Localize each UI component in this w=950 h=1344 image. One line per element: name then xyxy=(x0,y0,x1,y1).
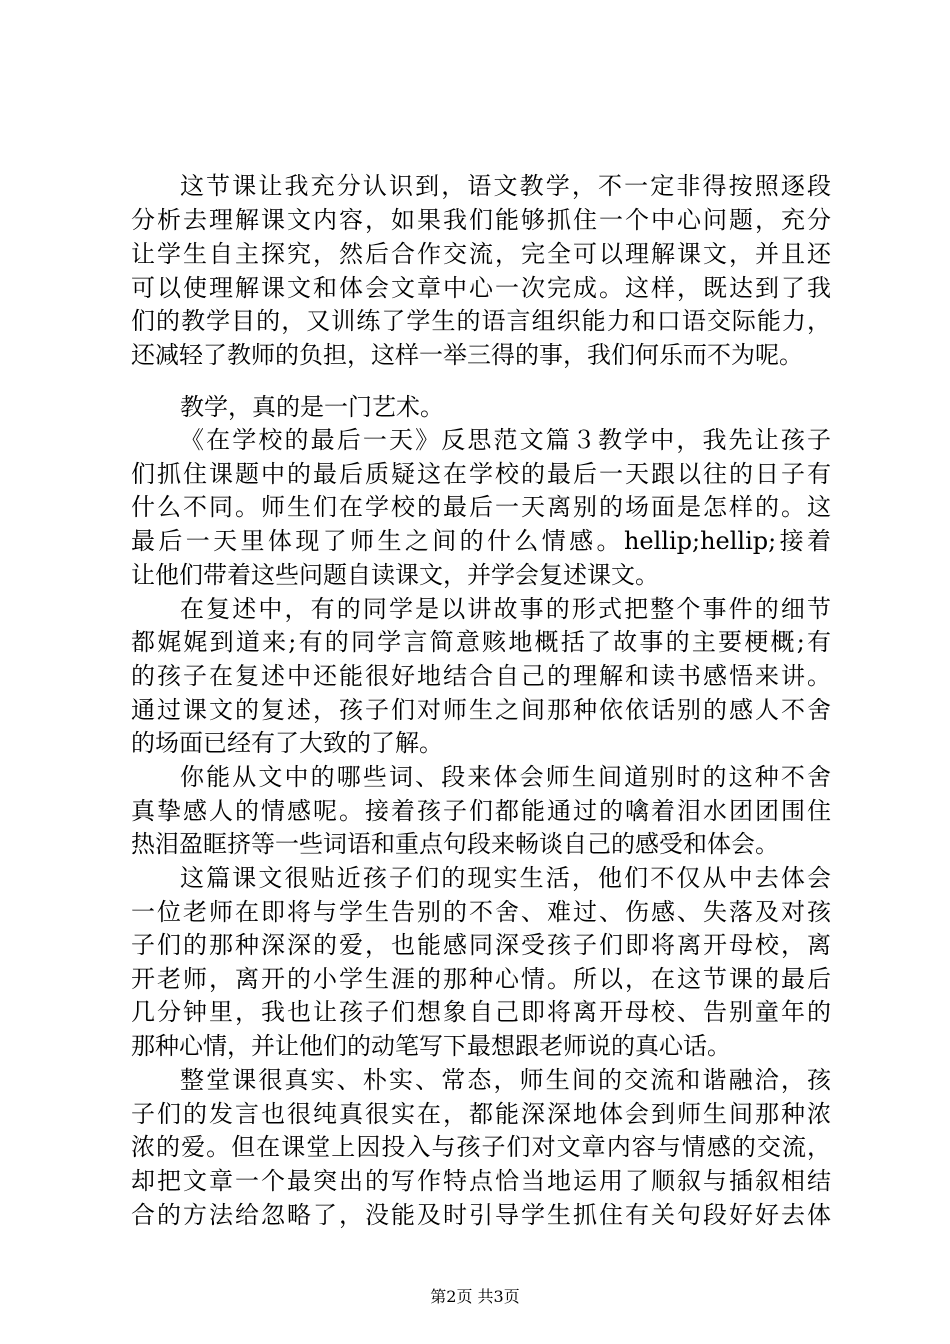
text-line: 都娓娓到道来;有的同学言简意赅地概括了故事的主要梗概;有 xyxy=(131,628,831,656)
text-line: 子们的那种深深的爱，也能感同深受孩子们即将离开母校，离 xyxy=(131,931,831,959)
text-line: 的孩子在复述中还能很好地结合自己的理解和读书感悟来讲。 xyxy=(131,662,831,690)
text-line: 还减轻了教师的负担，这样一举三得的事，我们何乐而不为呢。 xyxy=(131,341,803,369)
text-line: 几分钟里，我也让孩子们想象自己即将离开母校、告别童年的 xyxy=(131,998,831,1026)
text-line: 通过课文的复述，孩子们对师生之间那种依依话别的感人不舍 xyxy=(131,696,831,724)
text-line: 可以使理解课文和体会文章中心一次完成。这样，既达到了我 xyxy=(131,274,831,302)
page-footer: 第2页 共3页 xyxy=(430,1287,520,1306)
text-line: 合的方法给忽略了，没能及时引导学生抓住有关句段好好去体 xyxy=(131,1201,831,1229)
text-line: 教学，真的是一门艺术。 xyxy=(180,393,444,421)
text-line: 让他们带着这些问题自读课文，并学会复述课文。 xyxy=(131,561,659,589)
text-line: 《在学校的最后一天》反思范文篇３教学中，我先让孩子 xyxy=(180,426,831,454)
text-line: 让学生自主探究，然后合作交流，完全可以理解课文，并且还 xyxy=(131,240,831,268)
text-line: 开老师，离开的小学生涯的那种心情。所以，在这节课的最后 xyxy=(131,965,831,993)
text-line: 却把文章一个最突出的写作特点恰当地运用了顺叙与插叙相结 xyxy=(131,1167,831,1195)
text-line: 们的教学目的，又训练了学生的语言组织能力和口语交际能力， xyxy=(131,307,831,335)
text-line: 子们的发言也很纯真很实在，都能深深地体会到师生间那种浓 xyxy=(131,1100,831,1128)
text-line: 这篇课文很贴近孩子们的现实生活，他们不仅从中去体会 xyxy=(180,864,831,892)
text-line: 的场面已经有了大致的了解。 xyxy=(131,729,443,757)
text-line: 真挚感人的情感呢。接着孩子们都能通过的噙着泪水团团围住 xyxy=(131,797,831,825)
text-line: 这节课让我充分认识到，语文教学，不一定非得按照逐段 xyxy=(180,172,831,200)
text-line: 在复述中，有的同学是以讲故事的形式把整个事件的细节 xyxy=(180,595,831,623)
text-line: 你能从文中的哪些词、段来体会师生间道别时的这种不舍 xyxy=(180,763,831,791)
text-line: 什么不同。师生们在学校的最后一天离别的场面是怎样的。这 xyxy=(131,493,831,521)
text-line: 那种心情，并让他们的动笔写下最想跟老师说的真心话。 xyxy=(131,1032,731,1060)
text-line: 浓的爱。但在课堂上因投入与孩子们对文章内容与情感的交流， xyxy=(131,1133,831,1161)
text-line: 分析去理解课文内容，如果我们能够抓住一个中心问题，充分 xyxy=(131,206,831,234)
text-line: 最后一天里体现了师生之间的什么情感。hellip;hellip;接着 xyxy=(131,527,831,555)
text-line: 热泪盈眶挤等一些词语和重点句段来畅谈自己的感受和体会。 xyxy=(131,830,779,858)
text-line: 整堂课很真实、朴实、常态，师生间的交流和谐融洽，孩 xyxy=(180,1066,831,1094)
text-line: 一位老师在即将与学生告别的不舍、难过、伤感、失落及对孩 xyxy=(131,898,831,926)
text-line: 们抓住课题中的最后质疑这在学校的最后一天跟以往的日子有 xyxy=(131,460,831,488)
